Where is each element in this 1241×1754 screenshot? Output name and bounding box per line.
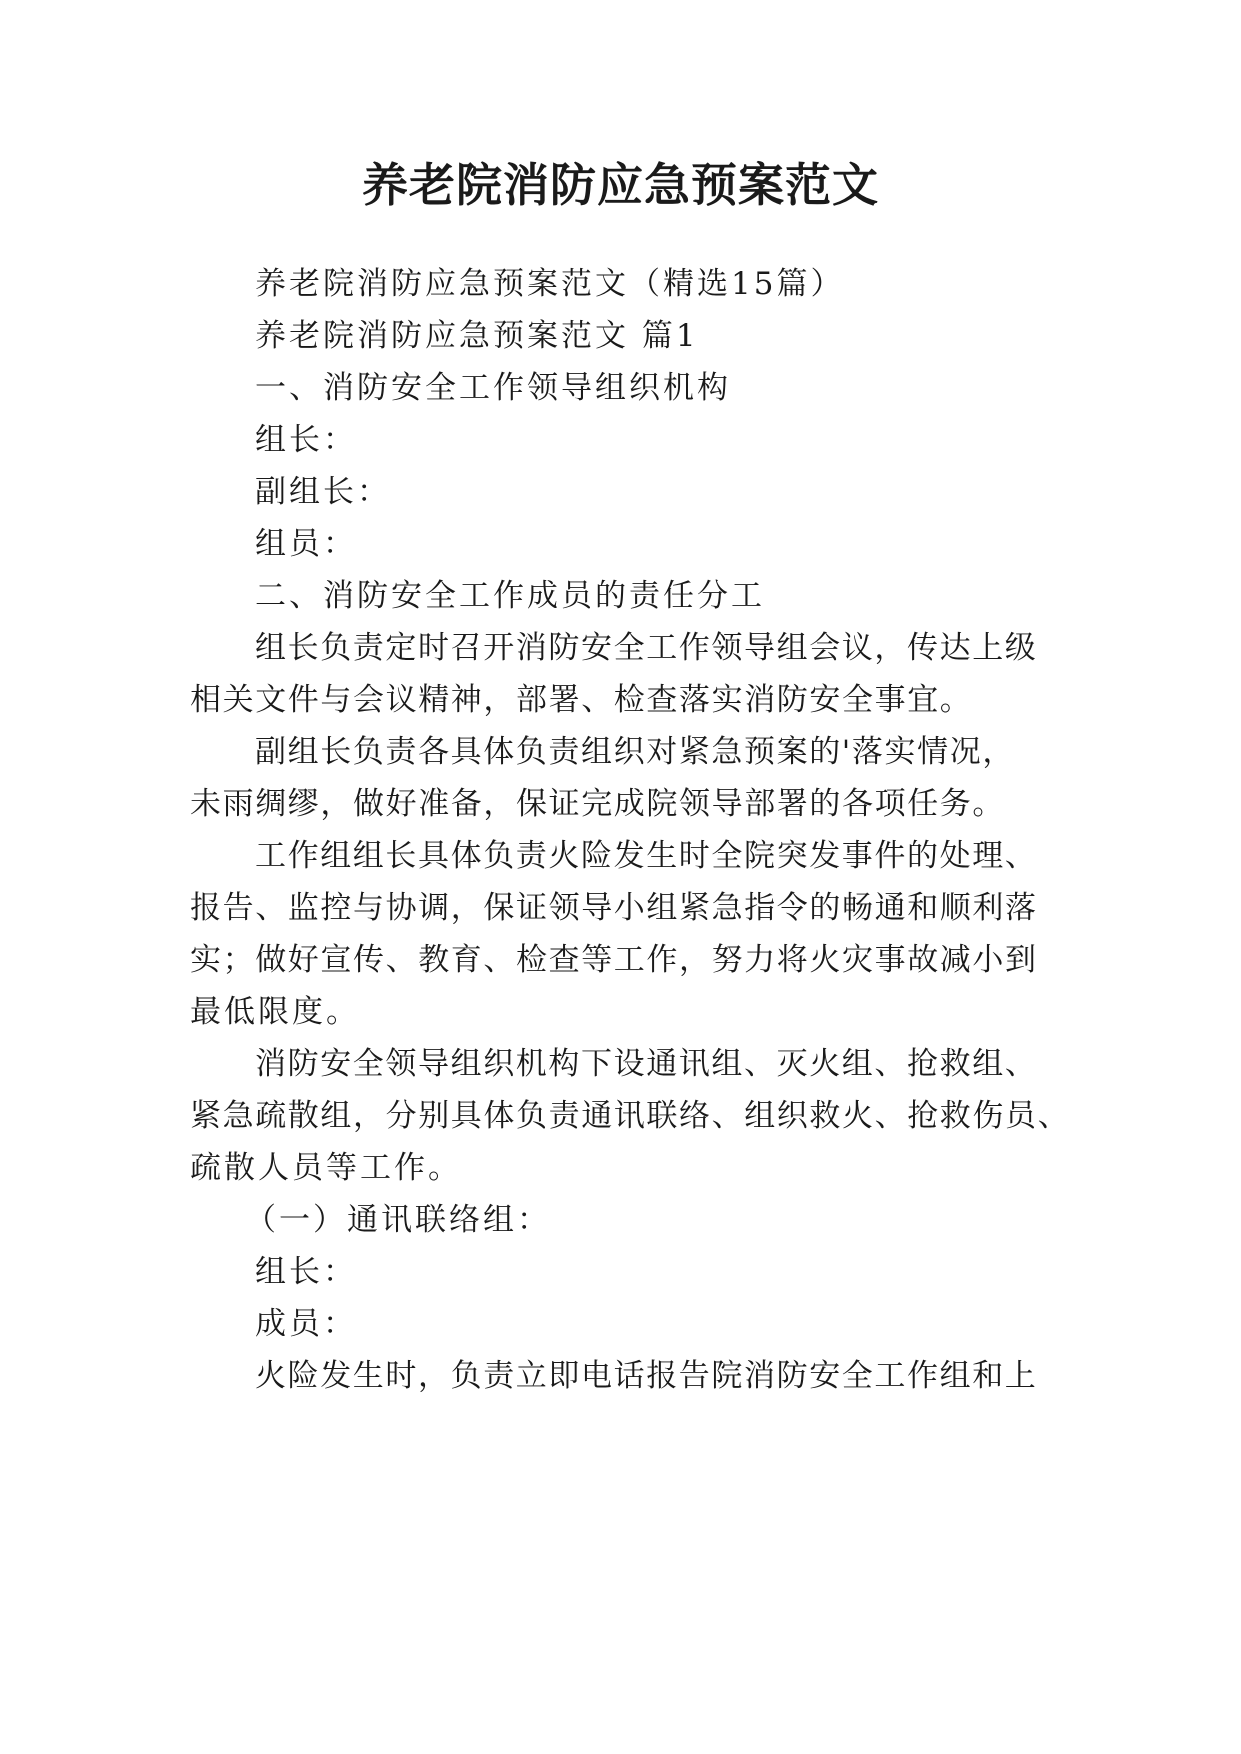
paragraph-line: 副组长负责各具体负责组织对紧急预案的'落实情况， bbox=[255, 734, 1015, 770]
paragraph-line: 组员： bbox=[255, 526, 357, 562]
paragraph-line: 工作组组长具体负责火险发生时全院突发事件的处理、 bbox=[255, 838, 1038, 874]
paragraph-line: 组长负责定时召开消防安全工作领导组会议，传达上级 bbox=[255, 630, 1038, 666]
paragraph-line: 最低限度。 bbox=[190, 994, 360, 1030]
paragraph-line: 组长： bbox=[255, 1254, 357, 1290]
paragraph-line: 养老院消防应急预案范文 篇1 bbox=[255, 318, 699, 354]
paragraph-line: 相关文件与会议精神，部署、检查落实消防安全事宜。 bbox=[190, 682, 973, 718]
document-title: 养老院消防应急预案范文 bbox=[362, 158, 879, 212]
paragraph-line: 实；做好宣传、教育、检查等工作，努力将火灾事故减小到 bbox=[190, 942, 1038, 978]
paragraph-line: 一、消防安全工作领导组织机构 bbox=[255, 370, 731, 406]
paragraph-line: 紧急疏散组，分别具体负责通讯联络、组织救火、抢救伤员、 bbox=[190, 1098, 1071, 1134]
paragraph-line: 报告、监控与协调，保证领导小组紧急指令的畅通和顺利落 bbox=[190, 890, 1038, 926]
paragraph-line: 组长： bbox=[255, 422, 357, 458]
paragraph-line: 成员： bbox=[255, 1306, 357, 1342]
paragraph-line: 副组长： bbox=[255, 474, 391, 510]
paragraph-line: 消防安全领导组织机构下设通讯组、灭火组、抢救组、 bbox=[255, 1046, 1038, 1082]
paragraph-line: （一）通讯联络组： bbox=[245, 1202, 551, 1238]
paragraph-line: 二、消防安全工作成员的责任分工 bbox=[255, 578, 765, 614]
paragraph-line: 火险发生时，负责立即电话报告院消防安全工作组和上 bbox=[255, 1358, 1038, 1394]
paragraph-line: 养老院消防应急预案范文（精选15篇） bbox=[255, 266, 845, 302]
paragraph-line: 疏散人员等工作。 bbox=[190, 1150, 462, 1186]
paragraph-line: 未雨绸缪，做好准备，保证完成院领导部署的各项任务。 bbox=[190, 786, 1005, 822]
